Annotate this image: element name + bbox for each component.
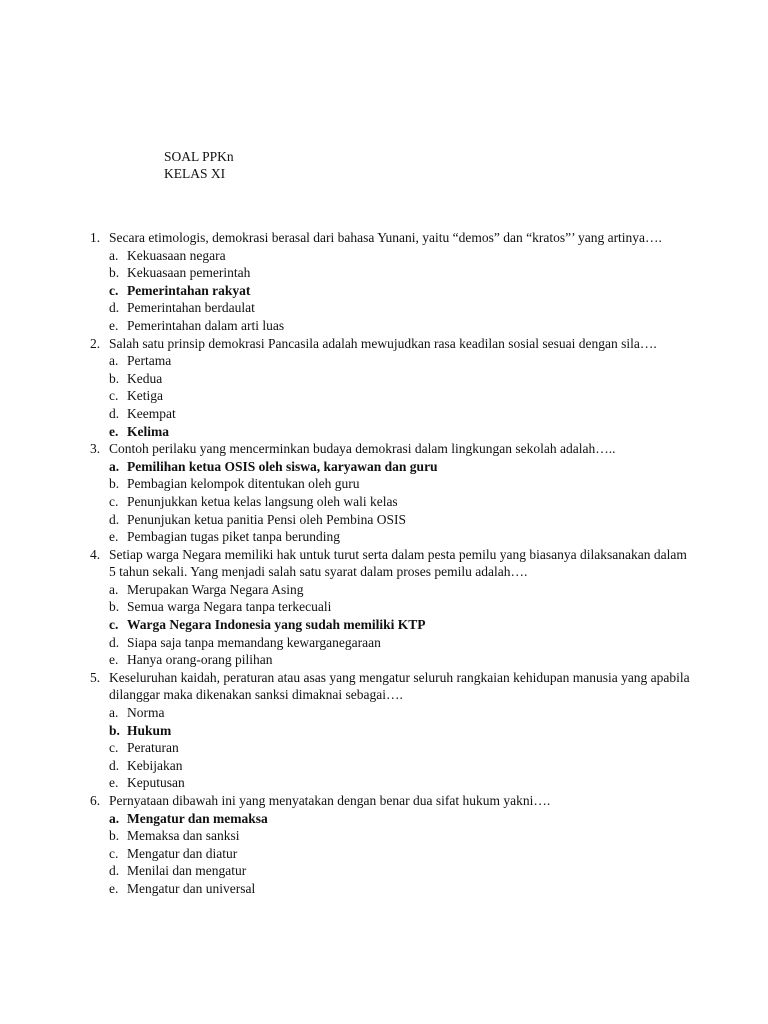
option-text: Hukum	[127, 722, 172, 738]
option-text: Memaksa dan sanksi	[127, 828, 240, 844]
question-number: 2.	[90, 335, 101, 351]
option-text: Kekuasaan pemerintah	[127, 265, 251, 281]
option-letter: a.	[109, 458, 120, 474]
question-text: Contoh perilaku yang mencerminkan budaya demokrasi dalam lingkungan sekolah adalah…..	[109, 441, 616, 457]
question-number: 1.	[90, 230, 101, 245]
option-item	[90, 405, 690, 423]
option-letter: a.	[109, 810, 120, 826]
option-letter: d.	[109, 300, 120, 316]
option-item	[90, 845, 690, 863]
option-text: Ketiga	[127, 388, 163, 404]
option-item	[90, 598, 690, 616]
option-letter: a.	[109, 247, 119, 263]
document-header	[164, 148, 234, 182]
question-number: 6.	[90, 793, 101, 808]
option-letter: b.	[109, 476, 120, 492]
option-item	[90, 247, 690, 265]
option-list	[90, 247, 690, 335]
option-letter: d.	[109, 405, 120, 421]
option-letter: c.	[109, 740, 119, 756]
option-list	[90, 581, 690, 669]
option-item	[90, 704, 690, 722]
option-text: Warga Negara Indonesia yang sudah memiliki KTP	[127, 617, 426, 633]
option-item	[90, 827, 690, 845]
option-text: Kedua	[127, 370, 163, 386]
option-text: Hanya orang-orang pilihan	[127, 652, 273, 668]
option-item	[90, 634, 690, 652]
option-item	[90, 880, 690, 898]
option-text: Siapa saja tanpa memandang kewarganegaraan	[127, 634, 381, 650]
option-letter: e.	[109, 317, 119, 333]
option-letter: b.	[109, 370, 120, 386]
option-text: Keempat	[127, 405, 176, 421]
option-letter: c.	[109, 617, 119, 633]
question-text: Keseluruhan kaidah, peraturan atau asas yang mengatur seluruh rangkaian kehidupan manusia yang apabila dilanggar maka dikenakan sanksi dimaknai sebagai….	[109, 669, 690, 703]
option-item	[90, 511, 690, 529]
option-text: Pembagian kelompok ditentukan oleh guru	[127, 476, 360, 492]
option-item	[90, 282, 690, 300]
option-text: Penunjukan ketua panitia Pensi oleh Pembina OSIS	[127, 511, 406, 527]
option-letter: e.	[109, 652, 119, 668]
option-text: Kekuasaan negara	[127, 247, 226, 263]
option-letter: e.	[109, 880, 119, 896]
option-letter: b.	[109, 599, 120, 615]
option-letter: c.	[109, 388, 119, 404]
option-letter: d.	[109, 863, 120, 879]
header-subject: SOAL PPKn	[164, 149, 234, 164]
option-text: Mengatur dan diatur	[127, 845, 238, 861]
option-text: Norma	[127, 705, 165, 721]
question-text: Setiap warga Negara memiliki hak untuk turut serta dalam pesta pemilu yang biasanya dilaksanakan dalam 5 tahun sekali. Yang menjadi salah satu syarat dalam proses pemilu adalah….	[109, 546, 687, 580]
option-text: Pemilihan ketua OSIS oleh siswa, karyawan dan guru	[127, 458, 438, 474]
option-item	[90, 757, 690, 775]
question-item	[90, 669, 690, 792]
option-item	[90, 423, 690, 441]
question-number: 4.	[90, 546, 101, 562]
option-item	[90, 862, 690, 880]
option-item	[90, 616, 690, 634]
option-text: Pertama	[127, 353, 172, 369]
option-letter: d.	[109, 757, 120, 773]
option-text: Keputusan	[127, 775, 185, 791]
option-item	[90, 722, 690, 740]
option-item	[90, 299, 690, 317]
question-list	[90, 229, 690, 898]
option-item	[90, 528, 690, 546]
option-item	[90, 651, 690, 669]
question-number: 3.	[90, 441, 101, 457]
question-number: 5.	[90, 669, 101, 685]
question-text: Secara etimologis, demokrasi berasal dari bahasa Yunani, yaitu “demos” dan “kratos”’ yang artinya….	[109, 230, 662, 245]
header-class: KELAS XI	[164, 166, 226, 181]
option-text: Mengatur dan memaksa	[127, 810, 268, 826]
option-letter: b.	[109, 265, 120, 281]
option-letter: b.	[109, 722, 120, 738]
option-letter: e.	[109, 775, 119, 791]
option-list	[90, 458, 690, 546]
option-letter: b.	[109, 828, 120, 844]
option-text: Pembagian tugas piket tanpa berunding	[127, 529, 340, 545]
option-item	[90, 493, 690, 511]
option-letter: c.	[109, 493, 119, 509]
option-item	[90, 810, 690, 828]
option-item	[90, 774, 690, 792]
option-item	[90, 458, 690, 476]
option-list	[90, 352, 690, 440]
question-item	[90, 440, 690, 546]
question-text: Salah satu prinsip demokrasi Pancasila adalah mewujudkan rasa keadilan sosial sesuai dengan sila….	[109, 335, 657, 351]
option-item	[90, 739, 690, 757]
option-item	[90, 352, 690, 370]
option-text: Semua warga Negara tanpa terkecuali	[127, 599, 332, 615]
option-item	[90, 387, 690, 405]
option-list	[90, 704, 690, 792]
option-text: Kebijakan	[127, 757, 183, 773]
option-letter: c.	[109, 845, 119, 861]
option-item	[90, 317, 690, 335]
option-item	[90, 264, 690, 282]
option-letter: d.	[109, 634, 120, 650]
option-text: Peraturan	[127, 740, 179, 756]
option-item	[90, 370, 690, 388]
option-item	[90, 581, 690, 599]
option-letter: a.	[109, 581, 119, 597]
option-text: Pemerintahan berdaulat	[127, 300, 255, 316]
option-text: Kelima	[127, 423, 169, 439]
question-item	[90, 229, 690, 335]
option-text: Mengatur dan universal	[127, 880, 256, 896]
option-letter: e.	[109, 529, 119, 545]
option-item	[90, 475, 690, 493]
option-letter: c.	[109, 282, 119, 298]
option-text: Merupakan Warga Negara Asing	[127, 581, 304, 597]
question-text: Pernyataan dibawah ini yang menyatakan dengan benar dua sifat hukum yakni….	[109, 793, 551, 808]
question-item	[90, 792, 690, 898]
option-text: Menilai dan mengatur	[127, 863, 247, 879]
option-letter: a.	[109, 705, 119, 721]
option-text: Pemerintahan dalam arti luas	[127, 317, 285, 333]
option-list	[90, 810, 690, 898]
question-item	[90, 335, 690, 441]
option-letter: e.	[109, 423, 119, 439]
option-letter: a.	[109, 353, 119, 369]
option-letter: d.	[109, 511, 120, 527]
question-item	[90, 546, 690, 669]
option-text: Penunjukkan ketua kelas langsung oleh wali kelas	[127, 493, 398, 509]
option-text: Pemerintahan rakyat	[127, 282, 251, 298]
